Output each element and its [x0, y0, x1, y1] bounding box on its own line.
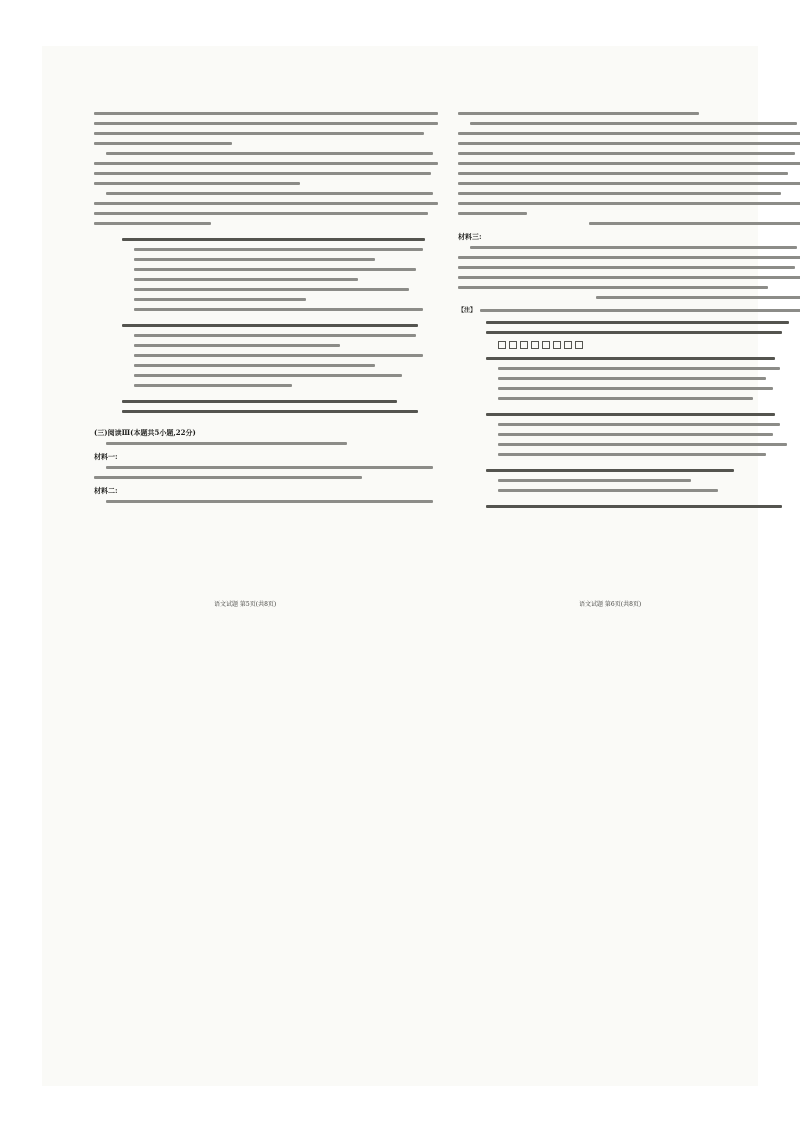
option-line — [498, 433, 773, 436]
note-label: 【注】 — [458, 307, 477, 314]
question-line — [122, 400, 397, 403]
text-line — [458, 266, 795, 269]
text-line — [458, 212, 527, 215]
option-line — [498, 489, 718, 492]
text-line — [480, 309, 800, 312]
text-line — [94, 222, 211, 225]
question-line — [486, 505, 782, 508]
option-line — [498, 367, 780, 370]
question-line — [122, 410, 418, 413]
text-line — [458, 152, 795, 155]
question-line — [486, 321, 789, 324]
text-line — [458, 286, 768, 289]
answer-box — [498, 341, 506, 349]
material-three-label: 材料三: — [458, 232, 482, 241]
text-line — [94, 172, 431, 175]
text-line — [94, 122, 438, 125]
text-line — [458, 112, 699, 115]
option-line — [134, 344, 340, 347]
text-line — [94, 132, 424, 135]
option-line — [134, 364, 375, 367]
text-line — [94, 142, 232, 145]
text-line — [106, 152, 433, 155]
text-line — [94, 182, 300, 185]
option-line — [498, 479, 691, 482]
answer-box — [553, 341, 561, 349]
answer-box — [531, 341, 539, 349]
text-line — [458, 256, 800, 259]
question-line — [486, 413, 775, 416]
material-two-label: 材料二: — [94, 486, 118, 495]
option-line — [134, 384, 292, 387]
page-6-column — [458, 112, 800, 515]
question-line — [486, 331, 782, 334]
option-line — [134, 374, 402, 377]
text-line — [458, 202, 800, 205]
text-line — [94, 202, 438, 205]
page-5-column — [94, 112, 438, 510]
option-line — [134, 334, 416, 337]
answer-box — [564, 341, 572, 349]
material-one-label: 材料一: — [94, 452, 118, 461]
question-line — [122, 238, 425, 241]
text-line — [458, 142, 800, 145]
question-line — [486, 469, 734, 472]
exam-sheet — [42, 46, 758, 1086]
question-line — [486, 357, 775, 360]
answer-box — [509, 341, 517, 349]
text-line — [94, 476, 362, 479]
answer-box — [542, 341, 550, 349]
text-line — [470, 246, 797, 249]
page-5-footer: 语文试题 第5页(共8页) — [214, 601, 277, 608]
option-line — [134, 258, 375, 261]
text-line — [458, 172, 788, 175]
option-line — [498, 387, 773, 390]
answer-box — [520, 341, 528, 349]
text-line — [106, 466, 433, 469]
answer-boxes — [498, 341, 800, 349]
text-line — [106, 442, 347, 445]
text-line — [458, 162, 800, 165]
text-line — [596, 296, 800, 299]
text-line — [94, 212, 428, 215]
page-6-footer: 语文试题 第6页(共8页) — [579, 601, 642, 608]
option-line — [498, 453, 766, 456]
text-line — [589, 222, 800, 225]
text-line — [458, 276, 800, 279]
option-line — [134, 248, 423, 251]
option-line — [134, 268, 416, 271]
question-line — [122, 324, 418, 327]
option-line — [498, 397, 753, 400]
text-line — [94, 162, 438, 165]
answer-box — [575, 341, 583, 349]
text-line — [458, 182, 800, 185]
option-line — [498, 377, 766, 380]
option-line — [498, 443, 787, 446]
text-line — [106, 500, 433, 503]
option-line — [498, 423, 780, 426]
note-row — [458, 306, 800, 315]
option-line — [134, 354, 423, 357]
option-line — [134, 278, 358, 281]
reading-section-heading: (三)阅读Ⅲ(本题共5小题,22分) — [94, 428, 196, 437]
option-line — [134, 288, 409, 291]
text-line — [458, 132, 800, 135]
option-line — [134, 308, 423, 311]
text-line — [94, 112, 438, 115]
option-line — [134, 298, 306, 301]
text-line — [458, 192, 781, 195]
text-line — [106, 192, 433, 195]
text-line — [470, 122, 797, 125]
